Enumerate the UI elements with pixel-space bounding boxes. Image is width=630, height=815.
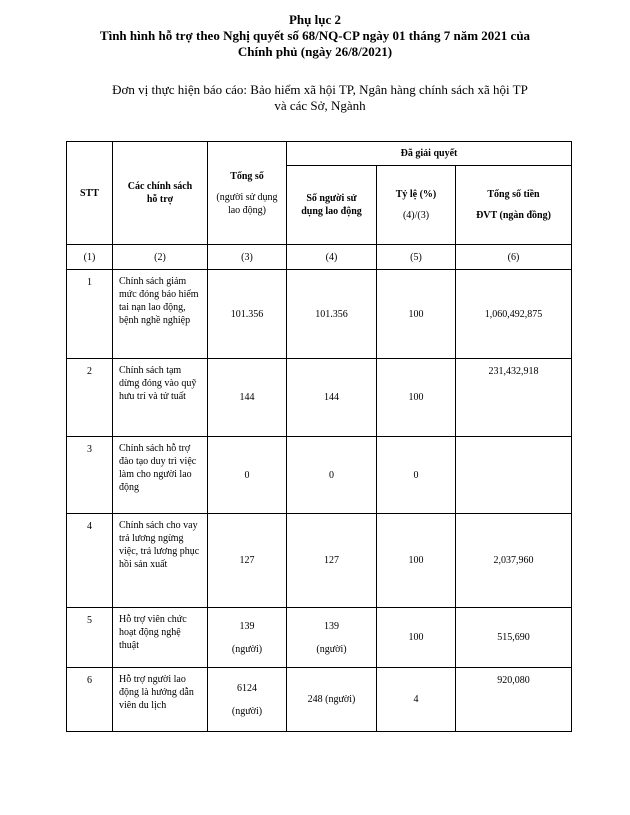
- header-amount-title: Tổng số tiền: [487, 189, 540, 200]
- column-number: (6): [456, 245, 572, 270]
- row-amount: 2,037,960: [456, 514, 572, 608]
- column-number: (1): [67, 245, 113, 270]
- row-total: 127: [208, 514, 287, 608]
- row-amount: [456, 437, 572, 514]
- row-total-value: 6124: [237, 682, 257, 694]
- table-row: [67, 514, 572, 608]
- row-ratio: 100: [377, 608, 456, 668]
- header-policy: Các chính sách hỗ trợ: [113, 142, 208, 245]
- row-ratio: 100: [377, 514, 456, 608]
- header-amount: [456, 166, 572, 245]
- document-title-line1: Tình hình hỗ trợ theo Nghị quyết số 68/NQ-CP ngày 01 tháng 7 năm 2021 của: [99, 28, 531, 43]
- support-table: [66, 141, 572, 732]
- table-row: [67, 608, 572, 668]
- document-header: [0, 12, 630, 60]
- document-title-line2: Chính phủ (ngày 26/8/2021): [237, 44, 393, 59]
- row-stt: 6: [67, 668, 113, 732]
- header-resolved-count: Số người sử dụng lao động: [287, 166, 377, 245]
- row-stt: 2: [67, 359, 113, 437]
- table-row: [67, 668, 572, 732]
- header-total: [208, 142, 287, 245]
- row-total: [208, 608, 287, 668]
- column-number: (4): [287, 245, 377, 270]
- reporting-unit-line2: và các Sở, Ngành: [274, 98, 366, 113]
- header-stt: STT: [67, 142, 113, 245]
- row-stt: 1: [67, 270, 113, 359]
- row-resolved-value: 139: [324, 620, 339, 632]
- header-amount-sub: ĐVT (ngàn đồng): [476, 210, 551, 221]
- row-amount: 231,432,918: [456, 359, 572, 437]
- row-total: 0: [208, 437, 287, 514]
- row-ratio: 100: [377, 359, 456, 437]
- table-row: [67, 270, 572, 359]
- row-resolved: 101.356: [287, 270, 377, 359]
- row-ratio: 4: [377, 668, 456, 732]
- row-total-note: (người): [231, 705, 263, 717]
- row-total: [208, 668, 287, 732]
- row-policy: Chính sách hỗ trợ đào tạo duy trì việc làm cho người lao động: [113, 437, 208, 514]
- row-total-note: (người): [231, 643, 263, 655]
- row-policy: Hỗ trợ người lao động là hướng dẫn viên du lịch: [113, 668, 208, 732]
- column-number: (3): [208, 245, 287, 270]
- header-ratio-title: Tỷ lệ (%): [395, 189, 437, 200]
- row-resolved-note: (người): [316, 643, 347, 655]
- row-total: 101.356: [208, 270, 287, 359]
- table-row: [67, 437, 572, 514]
- row-stt: 4: [67, 514, 113, 608]
- row-resolved: 127: [287, 514, 377, 608]
- row-total-value: 139: [239, 620, 255, 632]
- row-policy: Hỗ trợ viên chức hoạt động nghệ thuật: [113, 608, 208, 668]
- row-resolved: 0: [287, 437, 377, 514]
- row-resolved: 248 (người): [287, 668, 377, 732]
- row-amount: 515,690: [456, 608, 572, 668]
- appendix-label: Phụ lục 2: [288, 12, 341, 27]
- row-resolved: 144: [287, 359, 377, 437]
- column-number: (2): [113, 245, 208, 270]
- row-total: 144: [208, 359, 287, 437]
- row-policy: Chính sách tạm dừng đóng vào quỹ hưu trí và tử tuất: [113, 359, 208, 437]
- row-resolved: [287, 608, 377, 668]
- row-stt: 5: [67, 608, 113, 668]
- row-policy: Chính sách giảm mức đóng bảo hiểm tai nạn lao động, bệnh nghề nghiệp: [113, 270, 208, 359]
- row-amount: 1,060,492,875: [456, 270, 572, 359]
- header-resolved: Đã giải quyết: [287, 142, 572, 166]
- row-policy: Chính sách cho vay trả lương ngừng việc, trả lương phục hồi sản xuất: [113, 514, 208, 608]
- row-stt: 3: [67, 437, 113, 514]
- row-ratio: 0: [377, 437, 456, 514]
- reporting-unit-line1: Đơn vị thực hiện báo cáo: Bảo hiểm xã hội TP, Ngân hàng chính sách xã hội TP: [112, 82, 528, 97]
- row-amount: 920,080: [456, 668, 572, 732]
- column-number: (5): [377, 245, 456, 270]
- header-total-sub: (người sử dụng lao động): [216, 191, 278, 216]
- header-ratio-sub: (4)/(3): [402, 210, 430, 221]
- table-row: [67, 359, 572, 437]
- header-ratio: [377, 166, 456, 245]
- reporting-unit: [70, 82, 570, 114]
- row-ratio: 100: [377, 270, 456, 359]
- column-number-row: [67, 245, 572, 270]
- header-total-title: Tổng số: [230, 170, 264, 182]
